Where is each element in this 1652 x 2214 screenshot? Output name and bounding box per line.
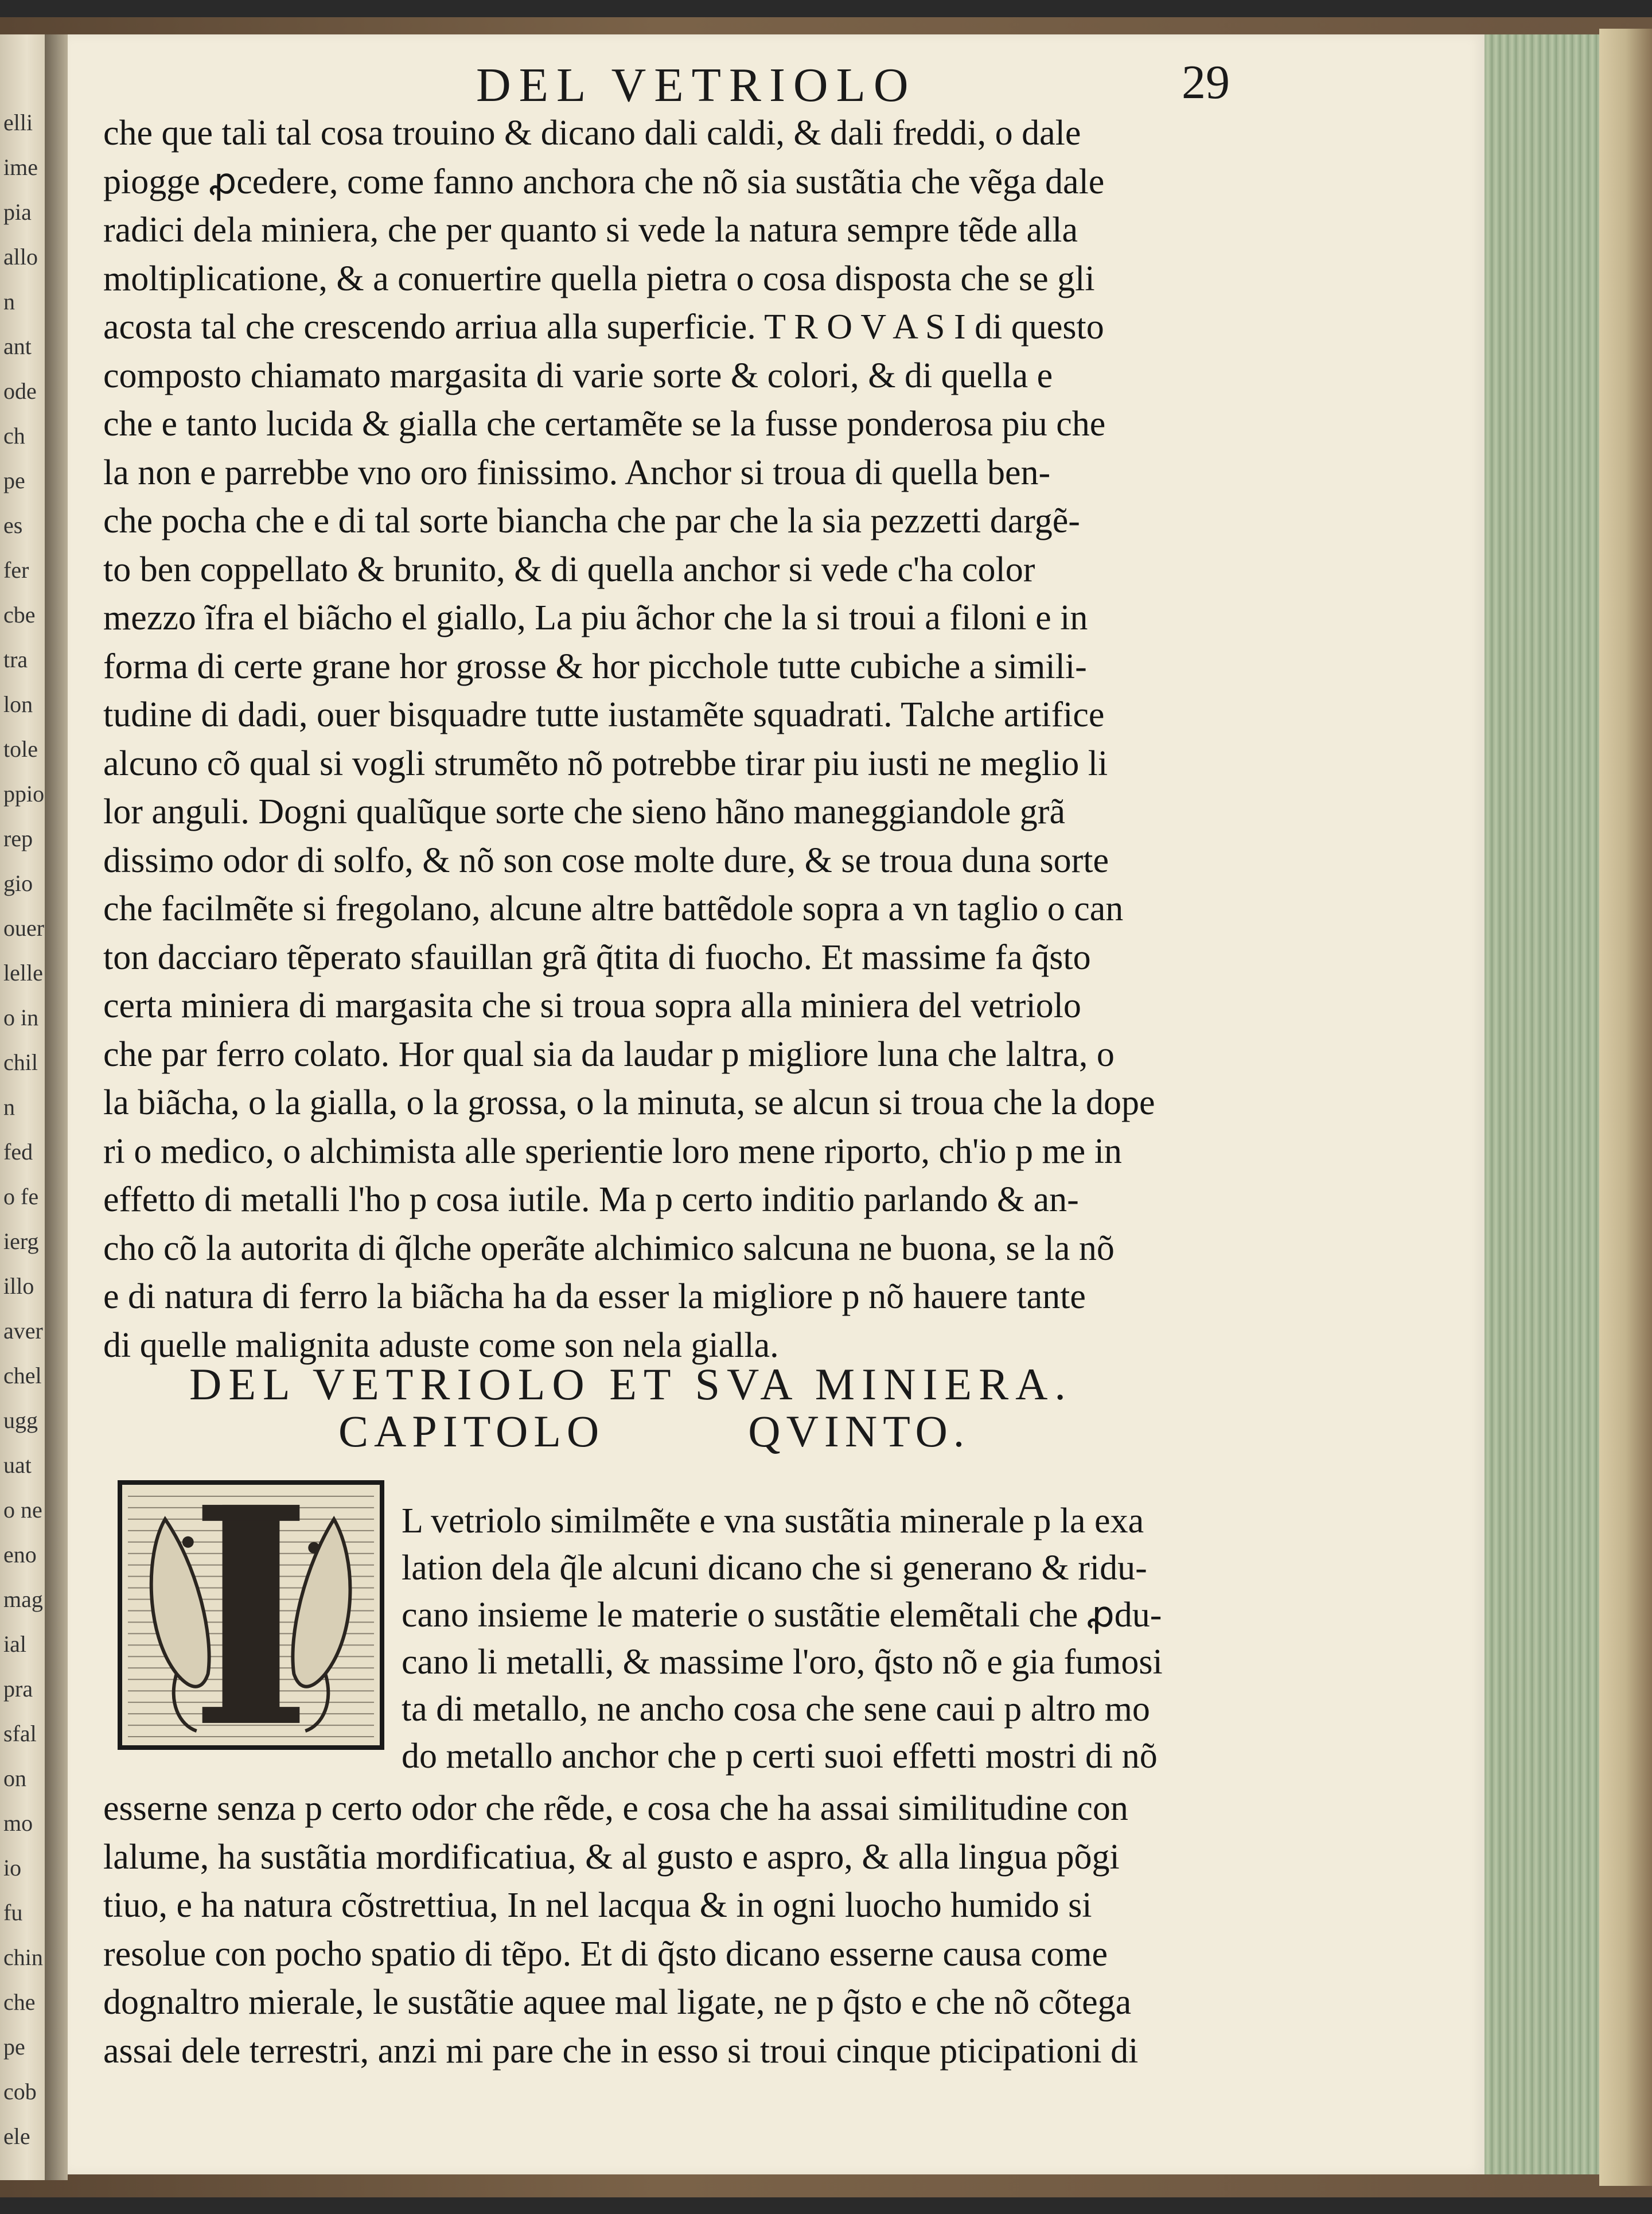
text-line: alcuno cõ qual si vogli strumẽto nõ potrebbe tirar piu iusti ne meglio li [103, 744, 1108, 783]
left-page-fragment: o fe [3, 1184, 39, 1209]
text-line: di quelle malignita aduste come son nela gialla. [103, 1325, 779, 1365]
decorated-initial [118, 1480, 384, 1750]
left-page-fragment: tole [3, 736, 38, 762]
facing-left-page [0, 34, 45, 2180]
left-page-fragment: eno [3, 1542, 37, 1567]
text-line: forma di certe grane hor grosse & hor picchole tutte cubiche a simili- [103, 647, 1087, 686]
cover-right-edge [1599, 29, 1652, 2186]
left-page-fragment: n [3, 1094, 15, 1120]
text-line: composto chiamato margasita di varie sorte & colori, & di quella e [103, 356, 1053, 395]
text-line: resolue con pocho spatio di tẽpo. Et di q̃sto dicano esserne causa come [103, 1934, 1108, 1974]
left-page-fragment: gio [3, 870, 33, 896]
left-page-fragment: ierg [3, 1228, 39, 1254]
left-page-fragment: es [3, 512, 23, 538]
text-line: assai dele terrestri, anzi mi pare che in esso si troui cinque pticipationi di [103, 2031, 1139, 2071]
left-page-fragment: ele [3, 2123, 30, 2149]
text-line: L vetriolo similmẽte e vna sustãtia minerale p la exa [402, 1501, 1144, 1540]
text-line: tiuo, e ha natura cõstrettiua, In nel lacqua & in ogni luocho humido si [103, 1886, 1092, 1925]
left-page-fragment: lelle [3, 960, 43, 986]
left-page-fragment: aver [3, 1318, 43, 1344]
text-line: acosta tal che crescendo arriua alla superficie. T R O V A S I di questo [103, 308, 1104, 347]
text-line: lor anguli. Dogni qualũque sorte che sieno hãno maneggiandole grã [103, 792, 1065, 831]
text-line: esserne senza p certo odor che rẽde, e cosa che ha assai similitudine con [103, 1789, 1128, 1828]
left-page-fragment: chil [3, 1049, 38, 1075]
left-page-fragment: mo [3, 1810, 33, 1836]
chapter-number: QVINTO. [748, 1406, 971, 1456]
folio-number: 29 [1182, 56, 1230, 109]
text-line: che que tali tal cosa trouino & dicano dali caldi, & dali freddi, o dale [103, 114, 1081, 153]
left-page-fragment: fer [3, 557, 29, 583]
text-line: to ben coppellato & brunito, & di quella anchor si vede c'ha color [103, 550, 1035, 589]
chapter-title: DEL VETRIOLO ET SVA MINIERA. [189, 1359, 1073, 1409]
text-line: cano insieme le materie o sustãtie elemẽtali che ꝓdu- [402, 1596, 1162, 1635]
left-page-fragment: ch [3, 423, 25, 449]
text-line: ri o medico, o alchimista alle sperientie loro mene riporto, ch'io p me in [103, 1131, 1122, 1171]
gutter-shadow [45, 34, 68, 2180]
text-line: lation dela q̃le alcuni dicano che si generano & ridu- [402, 1548, 1147, 1587]
left-page-fragment: pia [3, 199, 32, 225]
left-page-fragment: o in [3, 1005, 39, 1030]
text-block-top [103, 109, 1319, 1369]
text-line: ta di metallo, ne ancho cosa che sene caui p altro mo [402, 1690, 1150, 1729]
left-page-fragment: chel [3, 1363, 42, 1388]
text-line: do metallo anchor che p certi suoi effetti mostri di nõ [402, 1737, 1158, 1776]
text-line: dissimo odor di solfo, & nõ son cose molte dure, & se troua duna sorte [103, 841, 1109, 880]
text-block-bottom [103, 1784, 1319, 2075]
left-page-fragment: cbe [3, 602, 36, 628]
left-page-fragment: o ne [3, 1497, 42, 1523]
text-line: moltiplicatione, & a conuertire quella pietra o cosa disposta che se gli [103, 259, 1095, 298]
left-page-fragment: pra [3, 1676, 33, 1702]
text-line: la non e parrebbe vno oro finissimo. Anchor si troua di quella ben- [103, 453, 1051, 492]
left-page-fragment: fu [3, 1900, 23, 1925]
left-page-fragment: lon [3, 691, 33, 717]
text-line: dognaltro mierale, le sustãtie aquee mal ligate, ne p q̃sto e che nõ cõtega [103, 1983, 1132, 2022]
chapter-label: CAPITOLO [338, 1406, 605, 1456]
left-page-fragment: mag [3, 1586, 43, 1612]
left-page-fragment: illo [3, 1273, 34, 1299]
text-line: cho cõ la autorita di q̃lche operãte alchimico salcuna ne buona, se la nõ [103, 1228, 1115, 1268]
left-page-fragment: n [3, 289, 15, 314]
text-line: la biãcha, o la gialla, o la grossa, o la minuta, se alcun si troua che la dope [103, 1083, 1155, 1122]
left-page-fragment: ant [3, 333, 32, 359]
left-page-fragment: io [3, 1855, 22, 1881]
left-page-fragment: ime [3, 154, 38, 180]
running-head: DEL VETRIOLO [476, 59, 917, 112]
page-edges [1485, 34, 1599, 2174]
text-line: certa miniera di margasita che si troua sopra alla miniera del vetriolo [103, 986, 1081, 1025]
left-page-fragment: allo [3, 244, 38, 270]
text-line: che par ferro colato. Hor qual sia da laudar p migliore luna che laltra, o [103, 1034, 1115, 1074]
left-page-fragment: sfal [3, 1721, 37, 1746]
left-page-fragment: pe [3, 468, 25, 493]
text-line: radici dela miniera, che per quanto si vede la natura sempre tẽde alla [103, 211, 1078, 250]
left-page-fragment: rep [3, 826, 33, 851]
left-page-fragment: ode [3, 378, 37, 404]
left-page-fragment: fed [3, 1139, 33, 1165]
left-page-fragment: pe [3, 2034, 25, 2060]
text-line: cano li metalli, & massime l'oro, q̃sto nõ e gia fumosi [402, 1643, 1163, 1682]
text-line: mezzo ĩfra el biãcho el giallo, La piu ãchor che la si troui a filoni e in [103, 598, 1088, 637]
text-line: lalume, ha sustãtia mordificatiua, & al gusto e aspro, & alla lingua põgi [103, 1837, 1120, 1877]
chapter-subtitle [338, 1406, 970, 1457]
text-line: tudine di dadi, ouer bisquadre tutte iustamẽte squadrati. Talche artifice [103, 695, 1105, 734]
left-page-fragment: chin [3, 1944, 43, 1970]
left-page-fragment: cob [3, 2079, 37, 2104]
initial-ornament [122, 1485, 380, 1745]
text-line: effetto di metalli l'ho p cosa iutile. Ma p certo inditio parlando & an- [103, 1180, 1079, 1219]
left-page-fragment: tra [3, 647, 28, 672]
left-page-fragment: ugg [3, 1407, 38, 1433]
text-line: piogge ꝓcedere, come fanno anchora che nõ sia sustãtia che vẽga dale [103, 162, 1105, 201]
text-line: e di natura di ferro la biãcha ha da esser la migliore p nõ hauere tante [103, 1277, 1086, 1316]
left-page-fragment: uat [3, 1452, 32, 1478]
left-page-fragment: ouer [3, 915, 45, 941]
left-page-fragment: che [3, 1989, 36, 2015]
left-page-fragment: on [3, 1765, 26, 1791]
text-line: che pocha che e di tal sorte biancha che par che la sia pezzetti dargẽ- [103, 501, 1080, 540]
text-line: che e tanto lucida & gialla che certamẽte se la fusse ponderosa piu che [103, 404, 1106, 443]
left-page-fragment: ial [3, 1631, 26, 1657]
text-line: ton dacciaro tẽperato sfauillan grã q̃tita di fuocho. Et massime fa q̃sto [103, 937, 1091, 977]
initial-paragraph [402, 1497, 1319, 1780]
text-line: che facilmẽte si fregolano, alcune altre battẽdole sopra a vn taglio o can [103, 889, 1124, 928]
left-page-fragment: ppio [3, 781, 45, 807]
left-page-fragment: elli [3, 110, 33, 135]
